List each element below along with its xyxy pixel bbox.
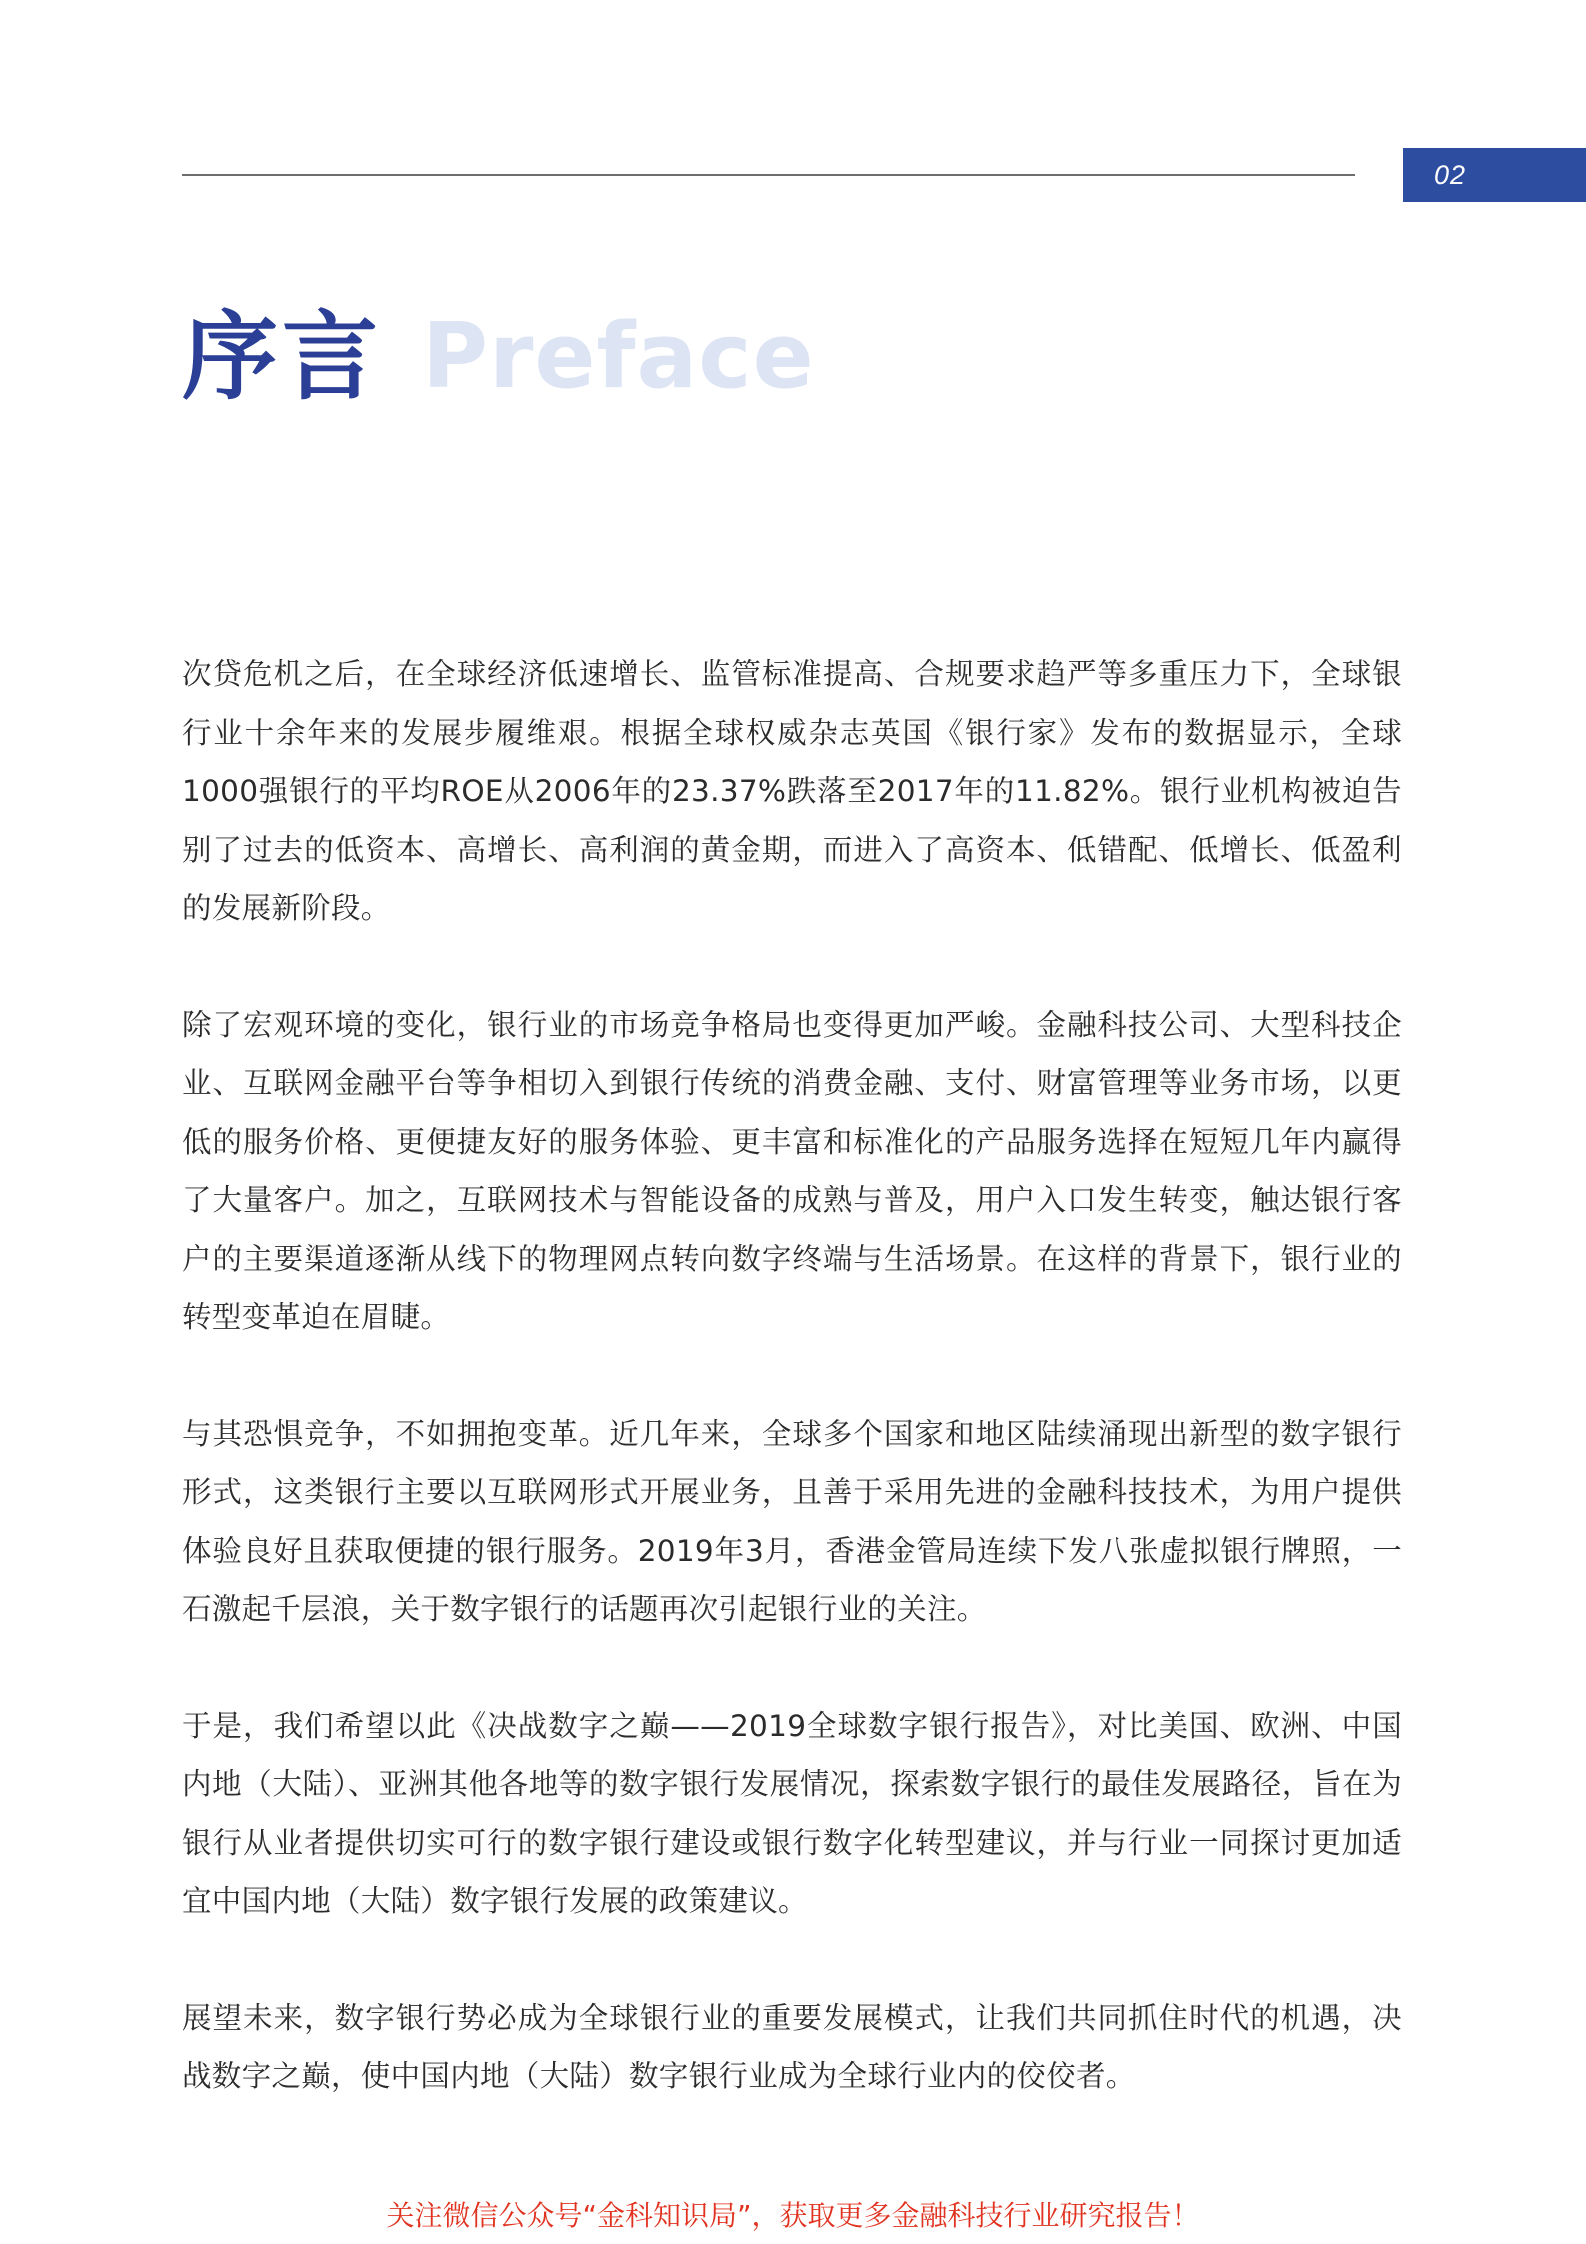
header-divider [182,174,1355,176]
footer-promo-note: 关注微信公众号“金科知识局”，获取更多金融科技行业研究报告！ [386,2199,1200,2232]
paragraph-1: 次贷危机之后，在全球经济低速增长、监管标准提高、合规要求趋严等多重压力下，全球银行业十余年来的发展步履维艰。根据全球权威杂志英国《银行家》发布的数据显示，全球1000强银行的平均ROE从2006年的23.37%跌落至2017年的11.82%。银行业机构被迫告别了过去的低资本、高增长、高利润的黄金期，而进入了高资本、低错配、低增长、低盈利的发展新阶段。 [182,657,1402,925]
paragraph-5: 展望未来，数字银行势必成为全球银行业的重要发展模式，让我们共同抓住时代的机遇，决战数字之巅，使中国内地（大陆）数字银行业成为全球行业内的佼佼者。 [182,2000,1402,2093]
paragraph-3: 与其恐惧竞争，不如拥抱变革。近几年来，全球多个国家和地区陆续涌现出新型的数字银行形式，这类银行主要以互联网形式开展业务，且善于采用先进的金融科技技术，为用户提供体验良好且获取便捷的银行服务。2019年3月，香港金管局连续下发八张虚拟银行牌照，一石激起千层浪，关于数字银行的话题再次引起银行业的关注。 [182,1416,1402,1626]
preface-body [182,645,1402,2164]
page-number-tab: 02 [1403,148,1586,202]
title-chinese: 序言 [182,301,382,413]
page-title [182,292,815,422]
title-english: Preface [422,304,815,409]
paragraph-4: 于是，我们希望以此《决战数字之巅——2019全球数字银行报告》，对比美国、欧洲、中国内地（大陆）、亚洲其他各地等的数字银行发展情况，探索数字银行的最佳发展路径，旨在为银行从业者提供切实可行的数字银行建设或银行数字化转型建议，并与行业一同探讨更加适宜中国内地（大陆）数字银行发展的政策建议。 [182,1708,1402,1918]
paragraph-2: 除了宏观环境的变化，银行业的市场竞争格局也变得更加严峻。金融科技公司、大型科技企业、互联网金融平台等争相切入到银行传统的消费金融、支付、财富管理等业务市场，以更低的服务价格、更便捷友好的服务体验、更丰富和标准化的产品服务选择在短短几年内赢得了大量客户。加之，互联网技术与智能设备的成熟与普及，用户入口发生转变，触达银行客户的主要渠道逐渐从线下的物理网点转向数字终端与生活场景。在这样的背景下，银行业的转型变革迫在眉睫。 [182,1007,1402,1334]
